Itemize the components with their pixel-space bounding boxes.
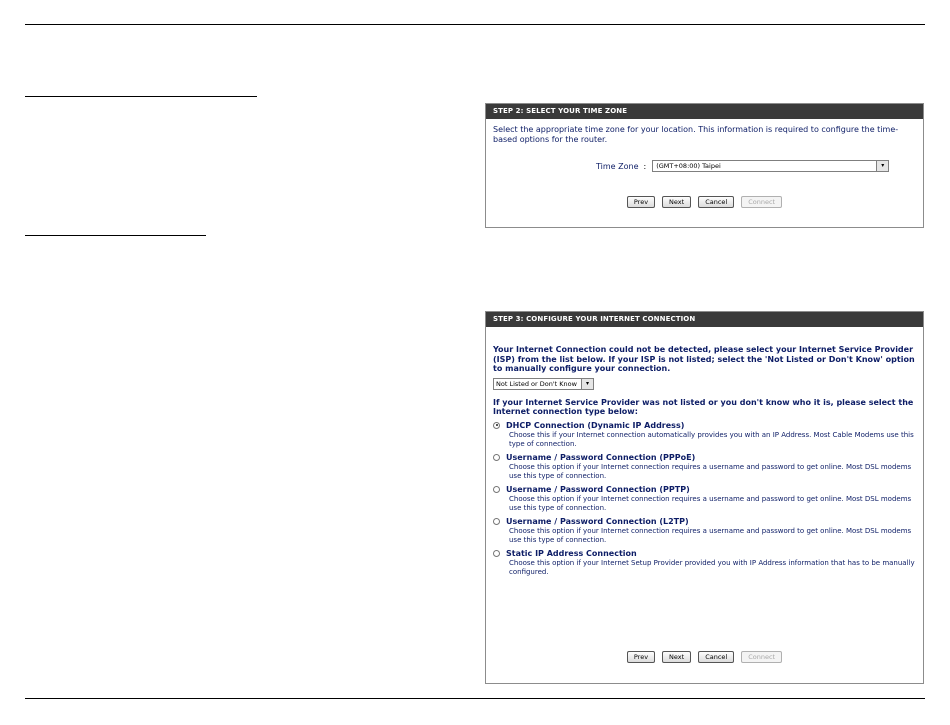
option-description: Choose this option if your Internet connection requires a username and password to get online. Most DSL modems use this type of connection. [509,462,912,480]
time-zone-description: Select the appropriate time zone for your location. This information is required to configure the time-based options for the router. [493,125,899,144]
connection-option-pppoe[interactable] [493,453,916,481]
connect-button[interactable]: Connect [741,651,782,663]
next-button[interactable]: Next [662,651,691,663]
option-title: Username / Password Connection (PPPoE) [506,452,696,462]
time-zone-panel-header: STEP 2: SELECT YOUR TIME ZONE [486,104,923,119]
isp-select[interactable] [493,378,594,390]
option-description: Choose this option if your Internet connection requires a username and password to get online. Most DSL modems use this type of connection. [509,526,912,544]
chevron-down-icon[interactable]: ▾ [876,161,888,171]
option-title: Username / Password Connection (PPTP) [506,484,690,494]
radio-dhcp[interactable] [493,422,500,429]
option-description: Choose this if your Internet connection automatically provides you with an IP Address. Most Cable Modems use this type of connection. [509,430,914,448]
chevron-down-icon[interactable]: ▾ [581,379,593,389]
option-title: Static IP Address Connection [506,548,637,558]
connection-option-pptp[interactable] [493,485,916,513]
time-zone-label: Time Zone [596,161,639,171]
cancel-button[interactable]: Cancel [698,196,734,208]
connection-option-dhcp[interactable] [493,421,916,449]
connect-button[interactable]: Connect [741,196,782,208]
bottom-rule [25,698,925,699]
option-title: DHCP Connection (Dynamic IP Address) [506,420,685,430]
radio-static-ip[interactable] [493,550,500,557]
option-description: Choose this option if your Internet Setup Provider provided you with IP Address information that has to be manually configured. [509,558,915,576]
time-zone-select-value: (GMT+08:00) Taipei [656,162,721,170]
radio-pppoe[interactable] [493,454,500,461]
radio-l2tp[interactable] [493,518,500,525]
internet-connection-panel [485,311,924,684]
internet-connection-button-row [486,651,923,663]
time-zone-colon: : [643,161,647,171]
connection-option-static-ip[interactable] [493,549,916,577]
time-zone-button-row [486,196,923,208]
time-zone-select[interactable] [652,160,889,172]
prev-button[interactable]: Prev [627,651,655,663]
radio-pptp[interactable] [493,486,500,493]
internet-connection-description: Your Internet Connection could not be detected, please select your Internet Service Provider (ISP) from the list below. If your ISP is not listed; select the 'Not Listed or Don't Know' option to manually configure your connection. [493,345,915,373]
section-underline-1 [25,96,257,97]
internet-connection-panel-header: STEP 3: CONFIGURE YOUR INTERNET CONNECTION [486,312,923,327]
section-underline-2 [25,235,206,236]
top-rule [25,24,925,25]
time-zone-panel [485,103,924,228]
connection-option-l2tp[interactable] [493,517,916,545]
next-button[interactable]: Next [662,196,691,208]
isp-select-value: Not Listed or Don't Know [496,379,577,388]
option-description: Choose this option if your Internet connection requires a username and password to get online. Most DSL modems use this type of connection. [509,494,912,512]
prev-button[interactable]: Prev [627,196,655,208]
option-title: Username / Password Connection (L2TP) [506,516,689,526]
cancel-button[interactable]: Cancel [698,651,734,663]
time-zone-row [596,160,889,172]
connection-type-subheading: If your Internet Service Provider was not listed or you don't know who it is, please select the Internet connection type below: [493,397,914,416]
